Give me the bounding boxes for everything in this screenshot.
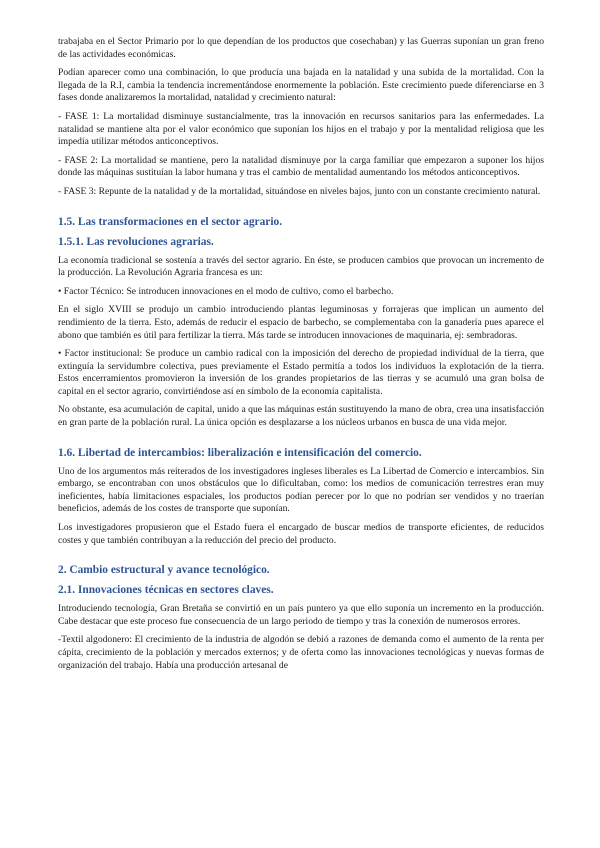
section-heading: 2. Cambio estructural y avance tecnológico. [58,564,270,577]
list-item: - FASE 2: La mortalidad se mantiene, pero la natalidad disminuye por la carga familiar que empezaron a suponer los hijos donde las máquinas sustituían la labor humana y tras el cambio de mentalidad aumentando los métodos anticonceptivos. [58,154,544,179]
paragraph: -Textil algodonero: El crecimiento de la industria de algodón se debió a razones de demanda como el aumento de la renta per cápita, crecimiento de la población y mercados externos; y de oferta como las innovaciones tecnológicas y nuevas formas de organización del trabajo. Había una producción artesanal de [58,634,544,671]
paragraph: trabajaba en el Sector Primario por lo que dependían de los productos que cosechaban) y las Guerras suponían un gran freno de las actividades económicas. [58,36,544,60]
paragraph: La economía tradicional se sostenía a través del sector agrario. En éste, se producen cambios que provocan un incremento de la producción. La Revolución Agraria francesa es un: [58,254,544,279]
list-item: - FASE 3: Repunte de la natalidad y de la mortalidad, situándose en niveles bajos, junto con un constante crecimiento natural. [58,185,541,197]
paragraph: Uno de los argumentos más reiterados de los investigadores ingleses liberales es La Libertad de Comercio e intercambios. Sin embargo, se encontraban con unos obstáculos que lo dificultaban, como: los medios de comunicación terrestres eran muy ineficientes, había limitaciones espaciales, los productos podían perecer por lo que no podrían ser vendidos y no traerían beneficios, además de los costes de transporte que suponían. [58,465,544,515]
paragraph: En el siglo XVIII se produjo un cambio introduciendo plantas leguminosas y forrajeras que implican un aumento del rendimiento de la tierra. Esto, además de reducir el espacio de barbecho, se complementaba con la ganadería pues aparece el abono que también es útil para fertilizar la tierra. Más tarde se introducen innovaciones de maquinaria, ej: sembradoras. [58,304,544,341]
section-heading: 1.6. Libertad de intercambios: liberalización e intensificación del comercio. [58,446,422,459]
list-item: • Factor institucional: Se produce un cambio radical con la imposición del derecho de propiedad individual de la tierra, que extinguía la servidumbre colectiva, pues previamente el Estado permitía a todos los individuos la explotación de la tierra. Estos encerramientos promovieron la inversión de los grandes propietarios de las tierras y se acumuló una gran bolsa de capital en el sector agrario, convirtiéndose así en símbolo de la economía capitalista. [58,348,544,397]
subsection-heading: 2.1. Innovaciones técnicas en sectores claves. [58,584,274,597]
paragraph: Introduciendo tecnología, Gran Bretaña se convirtió en un país puntero ya que ello suponía un incremento en la producción. Cabe destacar que este proceso fue consecuencia de un largo periodo de tiempo y tras la conexión de numerosos errores. [58,603,544,627]
subsection-heading: 1.5.1. Las revoluciones agrarias. [58,235,214,248]
list-item: • Factor Técnico: Se introducen innovaciones en el modo de cultivo, como el barbecho. [58,285,394,297]
paragraph: Los investigadores propusieron que el Estado fuera el encargado de buscar medios de transporte eficientes, de reducidos costes y que también contribuyan a la reducción del precio del producto. [58,522,544,546]
list-item: - FASE 1: La mortalidad disminuye sustancialmente, tras la innovación en recursos sanitarios para las enfermedades. La natalidad se mantiene alta por el valor económico que suponían los hijos en el trabajo y por la mentalidad religiosa que les impedía utilizar métodos anticonceptivos. [58,110,544,148]
paragraph: No obstante, esa acumulación de capital, unido a que las máquinas están sustituyendo la mano de obra, crea una insatisfacción en gran parte de la población rural. La única opción es desplazarse a los núcleos urbanos en busca de una vida mejor. [58,404,544,429]
paragraph: Podían aparecer como una combinación, lo que producía una bajada en la natalidad y una subida de la mortalidad. Con la llegada de la R.I, cambia la tendencia incrementándose enormemente la población. Este crecimiento puede diferenciarse en 3 fases donde analizaremos la mortalidad, natalidad y crecimiento natural: [58,67,544,104]
section-heading: 1.5. Las transformaciones en el sector agrario. [58,215,283,228]
